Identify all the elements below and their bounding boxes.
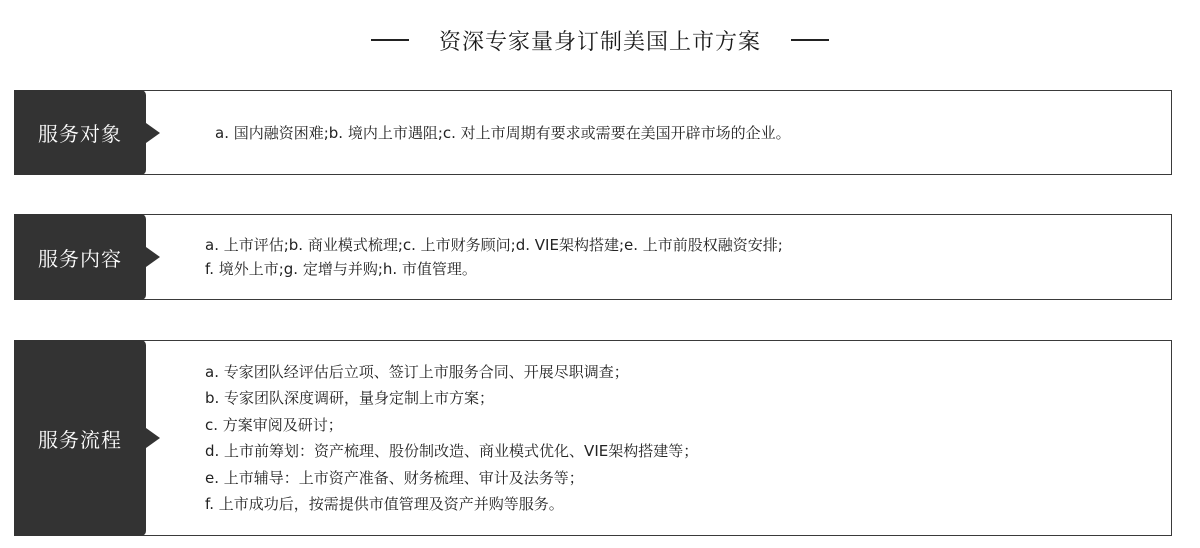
section-tag [14,90,146,175]
service-content-section [14,214,1172,300]
title-right-rule [791,39,829,41]
content-line: d. 上市前筹划：资产梳理、股份制改造、商业模式优化、VIE架构搭建等； [205,442,699,460]
content-line: f. 上市成功后，按需提供市值管理及资产并购等服务。 [205,495,564,513]
title-left-rule [371,39,409,41]
content-line: e. 上市辅导：上市资产准备、财务梳理、审计及法务等； [205,468,584,487]
section-tag-label: 服务对象 [38,122,122,146]
section-tag [14,214,146,300]
content-line: a. 上市评估;b. 商业模式梳理;c. 上市财务顾问;d. VIE架构搭建;e. 上市前股权融资安排; [205,236,783,254]
service-target-section [14,90,1172,175]
tag-arrow-icon [146,123,160,143]
tag-arrow-icon [146,247,160,267]
section-tag-label: 服务内容 [38,246,122,271]
content-line: a. 国内融资困难;b. 境内上市遇阻;c. 对上市周期有要求或需要在美国开辟市场的企业。 [215,123,791,142]
content-line: f. 境外上市;g. 定增与并购;h. 市值管理。 [205,260,477,278]
section-tag-label: 服务流程 [38,427,122,452]
content-line: a. 专家团队经评估后立项、签订上市服务合同、开展尽职调查； [205,362,629,381]
tag-arrow-icon [146,428,160,448]
section-content [215,91,1151,174]
page-header [0,20,1200,60]
section-content [205,341,1151,535]
content-line: b. 专家团队深度调研，量身定制上市方案； [205,389,495,407]
page-title: 资深专家量身订制美国上市方案 [438,29,761,55]
section-content [205,215,1151,299]
section-tag [14,340,146,536]
service-process-section [14,340,1172,536]
content-line: c. 方案审阅及研讨； [205,415,343,434]
